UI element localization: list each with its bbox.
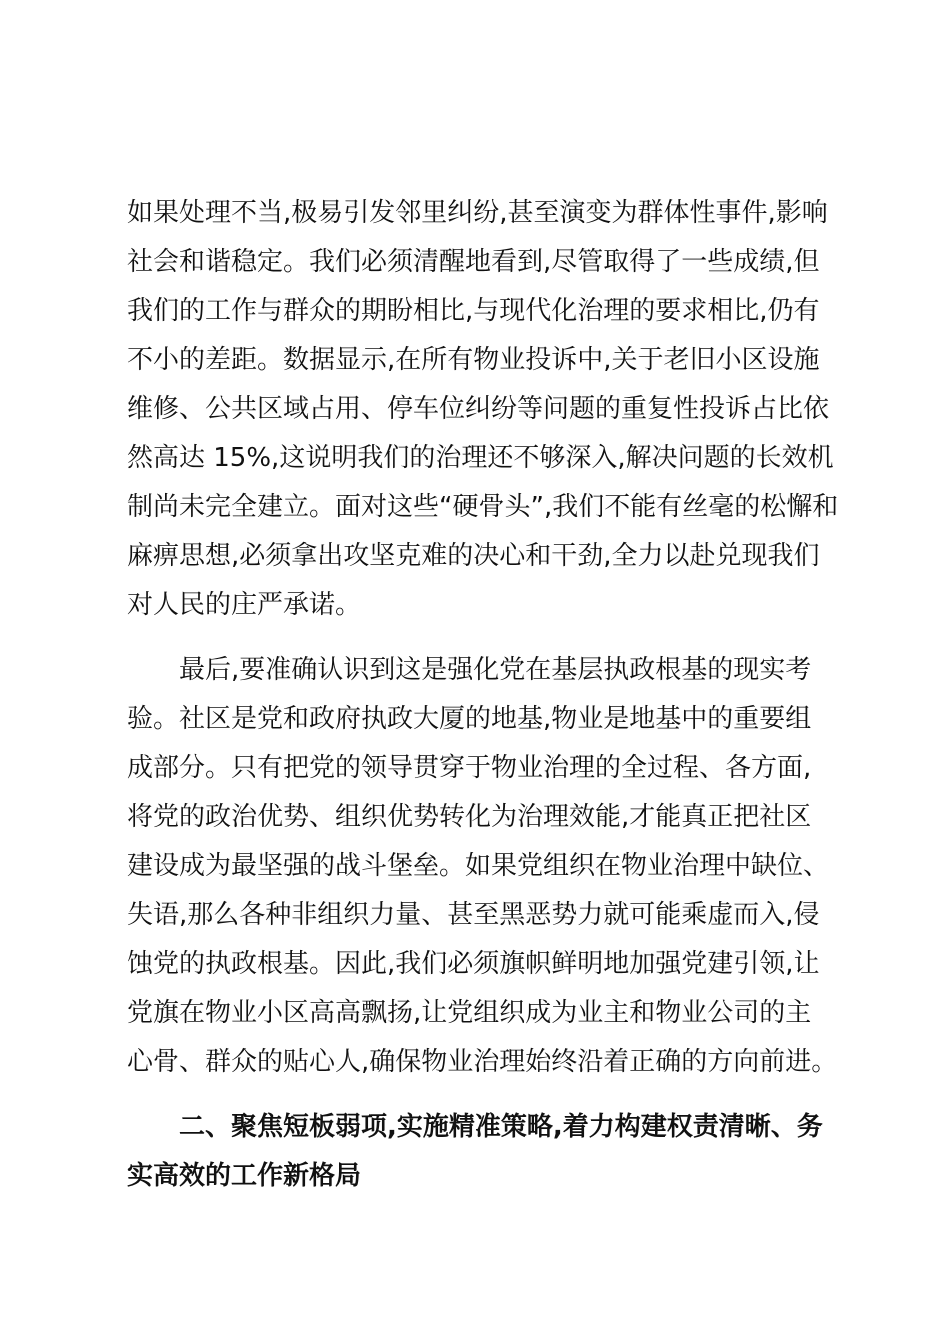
paragraph-line: 社会和谐稳定。我们必须清醒地看到,尽管取得了一些成绩,但 [127, 247, 820, 277]
heading-line: 二、聚焦短板弱项,实施精准策略,着力构建权责清晰、务 [179, 1112, 823, 1142]
paragraph-line: 制尚未完全建立。面对这些“硬骨头”,我们不能有丝毫的松懈和 [127, 492, 839, 522]
paragraph-line: 麻痹思想,必须拿出攻坚克难的决心和干劲,全力以赴兑现我们 [127, 541, 820, 571]
paragraph-line: 验。社区是党和政府执政大厦的地基,物业是地基中的重要组 [127, 704, 812, 734]
paragraph-line: 然高达 15%,这说明我们的治理还不够深入,解决问题的长效机 [127, 443, 834, 473]
paragraph-line: 蚀党的执政根基。因此,我们必须旗帜鲜明地加强党建引领,让 [127, 949, 820, 979]
paragraph-line: 对人民的庄严承诺。 [127, 590, 362, 620]
paragraph-line: 如果处理不当,极易引发邻里纠纷,甚至演变为群体性事件,影响 [127, 198, 828, 228]
paragraph-line: 最后,要准确认识到这是强化党在基层执政根基的现实考 [179, 655, 812, 685]
paragraph-line: 维修、公共区域占用、停车位纠纷等问题的重复性投诉占比依 [127, 394, 830, 424]
paragraph-line: 建设成为最坚强的战斗堡垒。如果党组织在物业治理中缺位、 [127, 851, 830, 881]
paragraph-line: 我们的工作与群众的期盼相比,与现代化治理的要求相比,仍有 [127, 296, 820, 326]
paragraph-line: 成部分。只有把党的领导贯穿于物业治理的全过程、各方面, [127, 753, 812, 783]
paragraph-line: 失语,那么各种非组织力量、甚至黑恶势力就可能乘虚而入,侵 [127, 900, 820, 930]
paragraph-line: 党旗在物业小区高高飘扬,让党组织成为业主和物业公司的主 [127, 998, 812, 1028]
paragraph-line: 将党的政治优势、组织优势转化为治理效能,才能真正把社区 [127, 802, 812, 832]
paragraph-line: 心骨、群众的贴心人,确保物业治理始终沿着正确的方向前进。 [127, 1047, 838, 1077]
heading-line: 实高效的工作新格局 [127, 1161, 362, 1191]
paragraph-line: 不小的差距。数据显示,在所有物业投诉中,关于老旧小区设施 [127, 345, 820, 375]
